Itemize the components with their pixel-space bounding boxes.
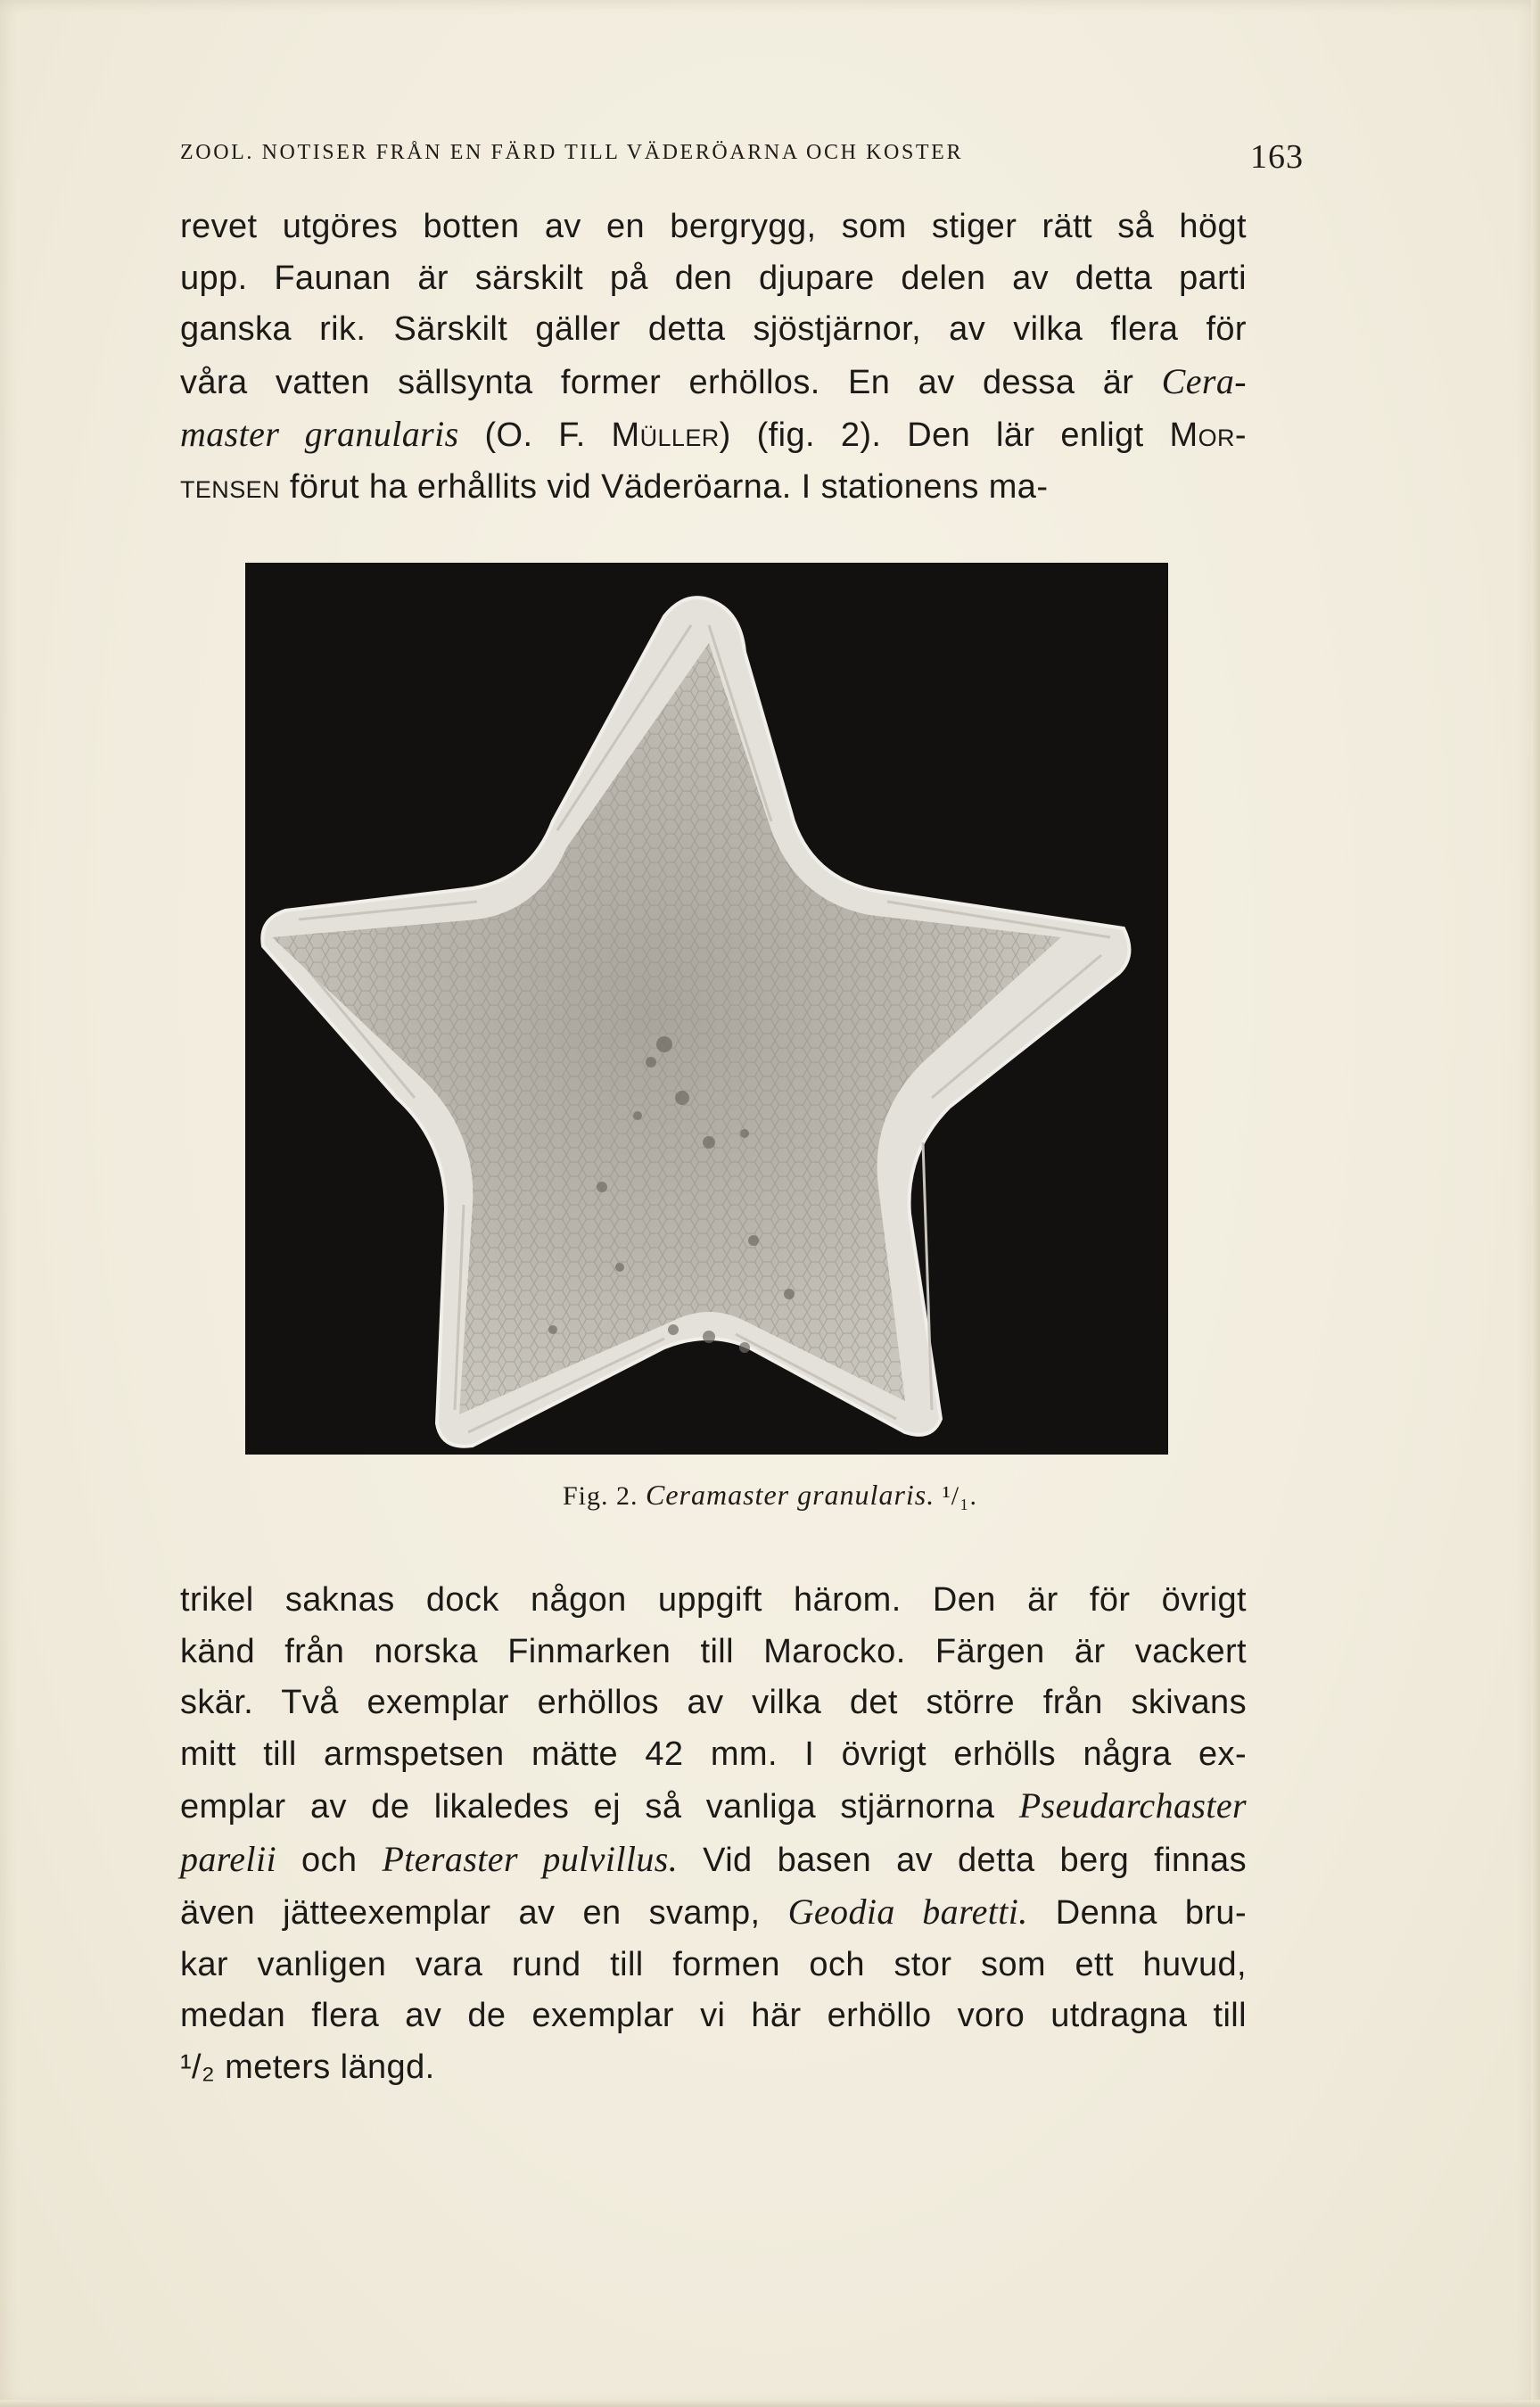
starfish-illustration <box>245 563 1168 1455</box>
paper-edge-right <box>1531 0 1540 2407</box>
text-line <box>180 462 1247 514</box>
text-span: kar vanligen vara rund till formen och stor som ett huvud, <box>180 1945 1247 1983</box>
text-span: meters längd. <box>225 2048 435 2086</box>
text-span: (O. F. <box>484 416 586 454</box>
italic-species: Geodia baretti. <box>787 1892 1028 1932</box>
figure-scale: ¹/₁. <box>942 1481 978 1511</box>
text-line <box>180 202 1247 253</box>
fraction: ¹/₂ <box>180 2048 216 2086</box>
text-line <box>180 1780 1247 1834</box>
text-line <box>180 253 1247 305</box>
author-name: tensen <box>180 467 280 506</box>
figure-caption <box>0 1479 1540 1512</box>
text-line <box>180 1886 1247 1940</box>
text-span: känd från norska Finmarken till Marocko. Färgen är vackert <box>180 1632 1247 1670</box>
text-span: förut ha erhållits vid Väderöarna. I stationens ma- <box>289 467 1049 506</box>
running-head-title: ZOOL. NOTISER FRÅN EN FÄRD TILL VÄDERÖARNA OCH KOSTER <box>180 141 964 164</box>
text-span: revet utgöres botten av en bergrygg, som stiger rätt så högt <box>180 208 1247 245</box>
starfish-photograph <box>245 563 1168 1455</box>
page-number: 163 <box>1250 138 1304 176</box>
text-line <box>180 356 1247 409</box>
text-line <box>180 1729 1247 1781</box>
text-span: medan flera av de exemplar vi här erhöllo voro utdragna till <box>180 1997 1247 2034</box>
italic-species: Pteraster pulvillus. <box>382 1838 679 1879</box>
paragraph-bottom <box>180 1575 1247 2093</box>
text-line <box>180 2042 1247 2094</box>
figure-species: Ceramaster granularis. <box>645 1479 935 1511</box>
paper-edge-bottom <box>0 2400 1540 2407</box>
text-line <box>180 304 1247 356</box>
figure-label: Fig. 2. <box>562 1481 638 1511</box>
text-line <box>180 1575 1247 1627</box>
text-span: upp. Faunan är särskilt på den djupare delen av detta parti <box>180 259 1247 297</box>
text-line <box>180 1677 1247 1729</box>
running-head <box>180 138 1304 177</box>
text-span: emplar av de likaledes ej så vanliga stjärnorna <box>180 1788 995 1826</box>
text-span: mitt till armspetsen mätte 42 mm. I övrigt erhölls några ex- <box>180 1735 1247 1773</box>
text-line <box>180 1834 1247 1887</box>
italic-species: Cera- <box>1161 360 1247 401</box>
text-line <box>180 1991 1247 2042</box>
text-span: ) (fig. 2). Den lär enligt <box>719 416 1144 454</box>
text-span: Denna bru- <box>1055 1894 1247 1932</box>
text-span: även jätteexemplar av en svamp, <box>180 1894 761 1932</box>
text-span: trikel saknas dock någon uppgift härom. Den är för övrigt <box>180 1581 1247 1619</box>
text-line <box>180 408 1247 462</box>
paragraph-top <box>180 202 1247 513</box>
text-span: ganska rik. Särskilt gäller detta sjöstjärnor, av vilka flera för <box>180 310 1247 348</box>
author-name: Mor- <box>1169 416 1247 454</box>
text-line <box>180 1940 1247 1991</box>
text-span: våra vatten sällsynta former erhöllos. En av dessa är <box>180 363 1134 401</box>
text-line <box>180 1627 1247 1678</box>
text-span: skär. Två exemplar erhöllos av vilka det större från skivans <box>180 1684 1247 1721</box>
italic-species: Pseudarchaster <box>1018 1785 1247 1826</box>
text-span: och <box>301 1841 358 1879</box>
author-name: Müller <box>611 416 720 454</box>
italic-species: master granularis <box>180 414 459 454</box>
text-span: Vid basen av detta berg finnas <box>703 1841 1247 1879</box>
italic-species: parelii <box>180 1838 276 1879</box>
